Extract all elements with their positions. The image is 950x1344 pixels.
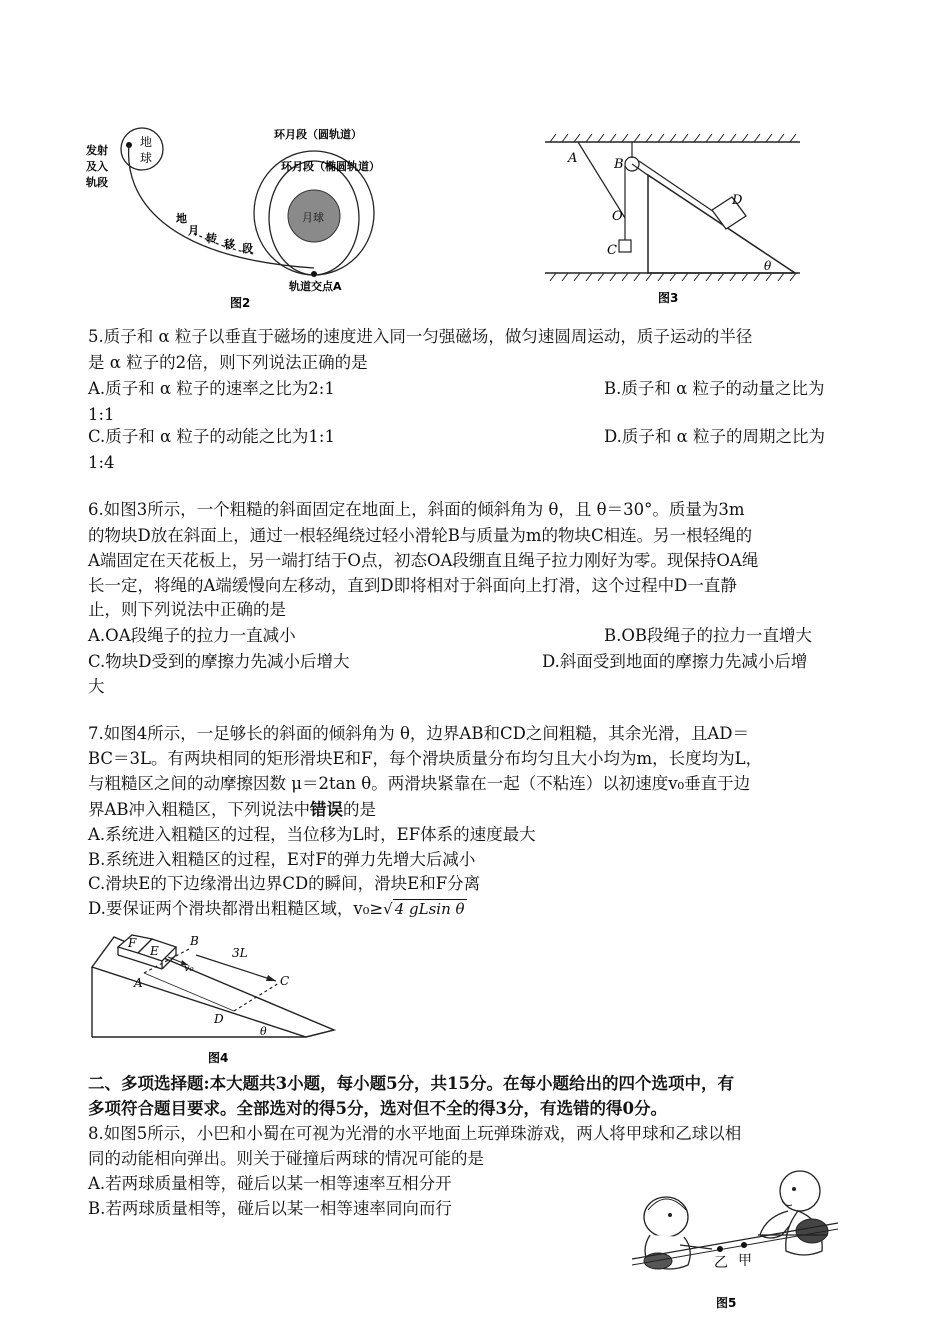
q7-option-a: A.系统进入粗糙区的过程，当位移为L时，EF体系的速度最大 — [88, 825, 536, 844]
q7-option-d — [88, 897, 467, 921]
q5-stem-2: 是 α 粒子的2倍，则下列说法正确的是 — [88, 353, 368, 372]
q8-stem-1: 8.如图5所示，小巴和小蜀在可视为光滑的水平地面上玩弹珠游戏，两人将甲球和乙球以相 — [88, 1124, 742, 1143]
intersection-point — [311, 271, 317, 277]
q6-stem-2: 的物块D放在斜面上，通过一根轻绳绕过轻小滑轮B与质量为m的物块C相连。另一根轻绳的 — [88, 526, 753, 545]
q6-option-c: C.物块D受到的摩擦力先减小后增大 — [88, 652, 350, 671]
intersection-label: 轨道交点A — [289, 280, 342, 293]
q7-stem-1: 7.如图4所示，一足够长的斜面的倾斜角为 θ，边界AB和CD之间粗糙，其余光滑，且AD＝ — [88, 724, 749, 743]
transfer-label-5: 段 — [242, 242, 253, 255]
label-b: B — [614, 157, 624, 172]
q5-option-d: D.质子和 α 粒子的周期之比为 — [604, 427, 826, 446]
q7-option-d-sqrt: 4 gLsin θ — [394, 900, 465, 918]
launch-label-1: 发射 — [86, 144, 108, 157]
elliptical-orbit-label: 环月段（椭圆轨道） — [281, 160, 380, 173]
q8-stem-2: 同的动能相向弹出。则关于碰撞后两球的情况可能的是 — [88, 1149, 484, 1168]
earth-label-2: 球 — [140, 151, 153, 165]
label-d: D — [214, 1012, 224, 1026]
figure-4 — [84, 925, 364, 1067]
label-c: C — [280, 974, 290, 988]
figure-3 — [540, 130, 810, 310]
q6-option-d: D.斜面受到地面的摩擦力先减小后增 — [542, 652, 808, 671]
label-theta: θ — [260, 1025, 267, 1038]
label-a: A — [134, 976, 143, 990]
moon-label: 月球 — [302, 211, 324, 224]
boundary-cd — [234, 983, 279, 1011]
label-3l: 3L — [232, 946, 248, 960]
section2-header-2: 多项符合题目要求。全部选对的得5分，选对但不全的得3分，有选错的得0分。 — [88, 1099, 667, 1118]
q6-option-a: A.OA段绳子的拉力一直减小 — [88, 626, 296, 645]
fig3-caption: 图3 — [658, 291, 679, 305]
q7-stem-4-post: 的是 — [343, 800, 377, 819]
label-yi: 乙 — [714, 1255, 728, 1271]
q5-option-c: C.质子和 α 粒子的动能之比为1:1 — [88, 427, 335, 446]
section2-header-1: 二、多项选择题:本大题共3小题，每小题5分，共15分。在每小题给出的四个选项中，有 — [88, 1074, 735, 1093]
label-d: D — [732, 193, 743, 208]
q6-stem-5: 止，则下列说法中正确的是 — [88, 600, 286, 619]
q5-option-b-cont: 1:1 — [88, 405, 115, 424]
figure-5 — [628, 1165, 843, 1315]
q7-stem-2: BC＝3L。有两块相同的矩形滑块E和F，每个滑块质量分布均匀且大小均为m，长度均为L， — [88, 749, 763, 768]
label-e: E — [150, 944, 159, 958]
label-o: O — [612, 209, 623, 224]
rope-ao — [578, 142, 625, 218]
launch-label-2: 及入 — [86, 160, 108, 173]
ceiling-hatch — [550, 134, 796, 142]
circular-orbit-label: 环月段（圆轨道） — [274, 128, 362, 141]
q7-stem-4 — [88, 798, 376, 822]
label-jia: 甲 — [738, 1253, 752, 1269]
label-v0: v₀ — [184, 963, 194, 974]
transfer-label-2: 月 — [188, 224, 199, 237]
fig5-caption: 图5 — [716, 1296, 737, 1310]
incline — [648, 175, 795, 273]
q8-option-a: A.若两球质量相等，碰后以某一相等速率互相分开 — [88, 1174, 452, 1193]
sqrt-sign: √ — [383, 900, 393, 918]
rope-bd — [639, 161, 720, 216]
q7-option-d-pre: D.要保证两个滑块都滑出粗糙区域，v₀≥ — [88, 899, 384, 918]
ball-jia — [741, 1242, 747, 1248]
q6-option-d-cont: 大 — [88, 677, 105, 696]
ground-hatch — [550, 273, 796, 281]
q7-stem-4-pre: 界AB冲入粗糙区，下列说法中 — [88, 800, 311, 819]
transfer-label-3: 转 — [206, 232, 217, 245]
transfer-label-1: 地 — [176, 212, 187, 225]
label-b: B — [190, 934, 199, 948]
fig2-caption: 图2 — [230, 296, 251, 310]
q7-option-c: C.滑块E的下边缘滑出边界CD的瞬间，滑块E和F分离 — [88, 874, 481, 893]
q5-option-b: B.质子和 α 粒子的动量之比为 — [604, 379, 825, 398]
fig4-caption: 图4 — [208, 1051, 229, 1065]
child-left-head — [644, 1197, 688, 1237]
label-c: C — [607, 243, 617, 258]
q6-stem-4: 长一定，将绳的A端缓慢向左移动，直到D即将相对于斜面向上打滑，这个过程中D一直静 — [88, 576, 737, 595]
q6-stem-3: A端固定在天花板上，另一端打结于O点，初态OA段绷直且绳子拉力刚好为零。现保持OA绳 — [88, 551, 759, 570]
q7-option-b: B.系统进入粗糙区的过程，E对F的弹力先增大后减小 — [88, 850, 476, 869]
q5-option-d-cont: 1:4 — [88, 453, 115, 472]
q8-option-b: B.若两球质量相等，碰后以某一相等速率同向而行 — [88, 1199, 452, 1218]
q5-stem-1: 5.质子和 α 粒子以垂直于磁场的速度进入同一匀强磁场，做匀速圆周运动，质子运动的半径 — [88, 327, 753, 346]
ball-yi — [717, 1246, 723, 1252]
launch-label-3: 轨段 — [86, 176, 108, 189]
q6-stem-1: 6.如图3所示，一个粗糙的斜面固定在地面上，斜面的倾斜角为 θ，且 θ＝30°。质量为3m — [88, 500, 745, 519]
earth-label-1: 地 — [140, 135, 153, 149]
q7-stem-4-bold: 错误 — [310, 800, 344, 819]
transfer-label-4: 移 — [224, 238, 235, 251]
block-c — [619, 240, 631, 252]
label-theta: θ — [764, 259, 772, 273]
q5-option-a: A.质子和 α 粒子的速率之比为2:1 — [88, 379, 335, 398]
label-a: A — [568, 151, 578, 166]
q6-option-b: B.OB段绳子的拉力一直增大 — [604, 626, 813, 645]
q7-stem-3: 与粗糙区之间的动摩擦因数 μ＝2tan θ。两滑块紧靠在一起（不粘连）以初速度v₀垂直于边 — [88, 774, 751, 793]
figure-2 — [84, 118, 394, 313]
incline-top — [92, 937, 334, 1037]
label-f: F — [128, 936, 137, 950]
